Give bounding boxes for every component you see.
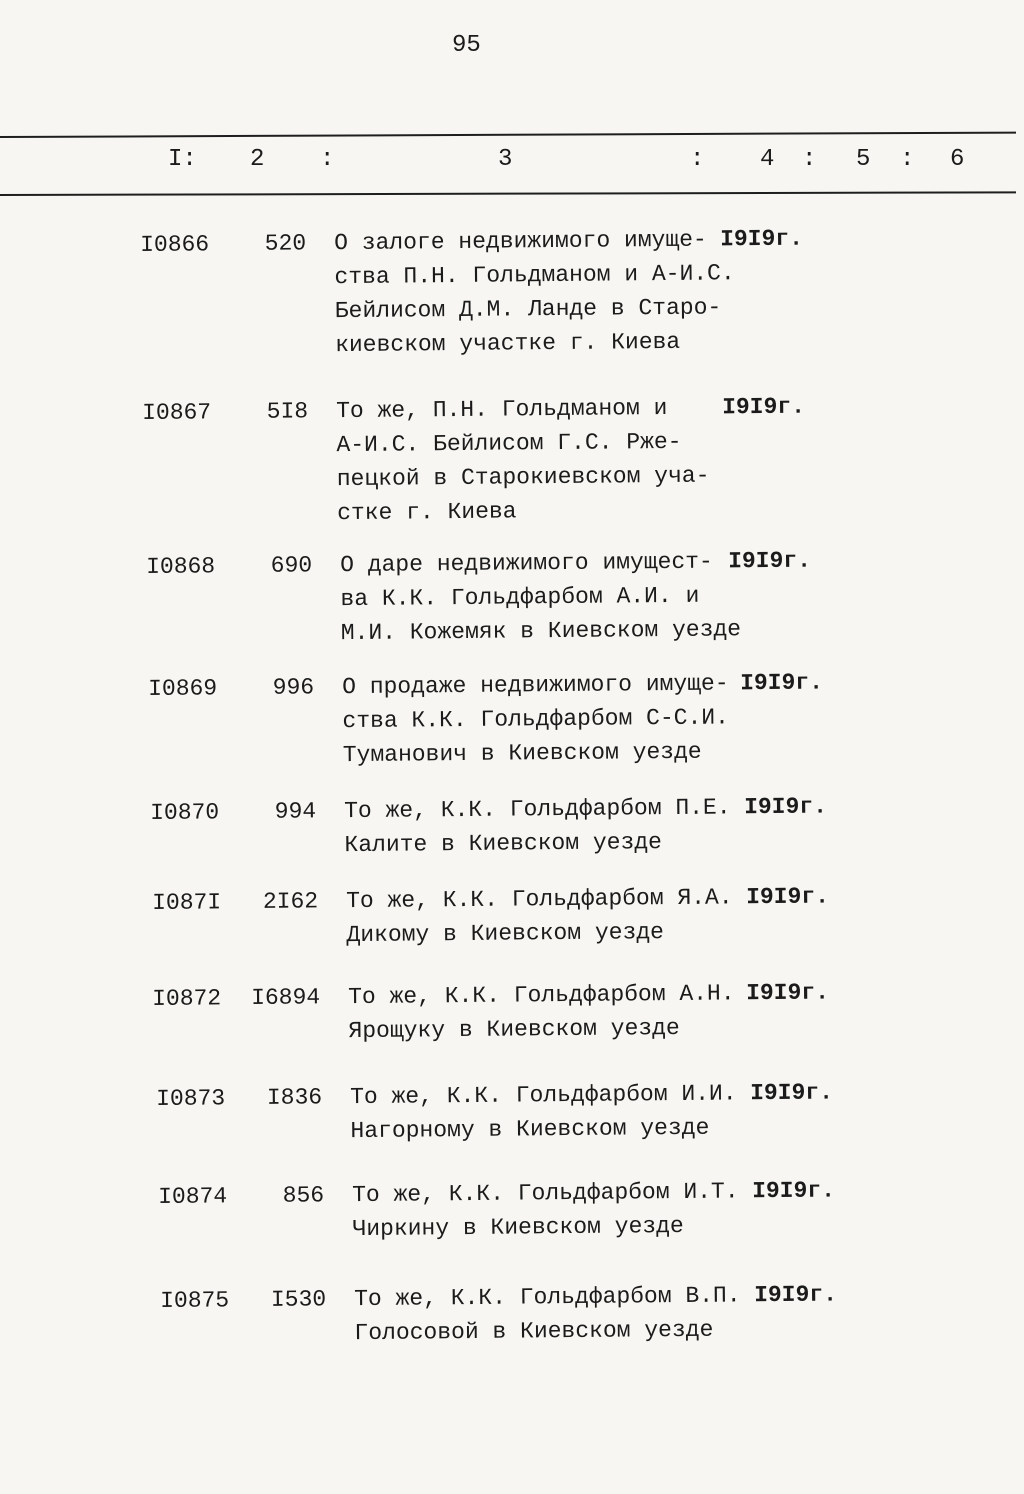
entry-description-line: А-И.С. Бейлисом Г.С. Рже- [336,428,682,459]
entry-number: I0872 [152,985,222,1012]
entry-description-line: Голосовой в Киевском уезде [354,1316,714,1347]
entry-description [354,1278,755,1350]
entry-year: I9I9г. [754,1281,838,1309]
entry-description-line: То же, П.Н. Гольдманом и [336,394,668,425]
entry-description-line: ва К.К. Гольдфарбом А.И. и [340,582,700,613]
entry-number: I0867 [142,399,212,426]
column-separator: : [320,146,335,173]
entry-number: I0868 [146,553,216,580]
column-4-header: 4 [760,146,775,173]
entry-sheet-count: 690 [270,552,313,579]
entry-description-line: Нагорному в Киевском уезде [350,1114,710,1145]
entry-number: I0875 [160,1287,230,1314]
entry-year: I9I9г. [728,547,812,575]
entry-year: I9I9г. [720,225,804,253]
entry-description-line: То же, К.К. Гольдфарбом П.Е. [344,794,731,825]
entry-year: I9I9г. [740,669,824,697]
entry-description-line: То же, К.К. Гольдфарбом В.П. [354,1282,741,1313]
entry-number: I0874 [158,1183,228,1210]
entry-description-line: Калите в Киевском уезде [344,829,663,859]
entry-year: I9I9г. [746,979,830,1007]
entry-description [334,222,735,362]
entry-number: I0873 [156,1085,226,1112]
header-rule-top [0,132,1016,138]
header-rule-bottom [0,191,1016,196]
entry-description-line: То же, К.К. Гольдфарбом Я.А. [346,884,733,915]
entry-sheet-count: I530 [270,1286,327,1313]
entry-number: I087I [152,889,222,916]
entry-description-line: ства К.К. Гольдфарбом С-С.И. [342,704,730,735]
column-1-header: I: [168,146,197,173]
entry-sheet-count: 520 [264,230,307,257]
entry-sheet-count: I6894 [251,984,321,1012]
entry-number: I0870 [150,799,220,826]
entry-sheet-count: I836 [266,1084,323,1111]
entry-description-line: ства П.Н. Гольдманом и А-И.С. [334,260,735,291]
entry-sheet-count: 994 [274,798,317,825]
entry-year: I9I9г. [722,393,806,421]
entry-description-line: М.И. Кожемяк в Киевском уезде [340,616,742,647]
entry-year: I9I9г. [744,793,828,821]
entry-description-line: Туманович в Киевском уезде [342,738,702,769]
entry-description [352,1174,753,1246]
column-6-header: 6 [950,146,965,173]
entry-year: I9I9г. [750,1079,834,1107]
entry-description-line: Чиркину в Киевском уезде [352,1212,684,1243]
entry-description [350,1076,751,1148]
entry-description [336,390,737,530]
entry-description-line: Ярощуку в Киевском уезде [348,1014,680,1045]
entry-sheet-count: 5I8 [266,398,309,425]
column-separator: : [690,146,705,173]
entry-description [348,976,749,1048]
entry-description-line: О залоге недвижимого имуще- [334,226,707,257]
column-3-header: 3 [498,146,513,173]
entry-description-line: О продаже недвижимого имуще- [342,670,729,701]
column-2-header: 2 [250,146,265,173]
entry-number: I0869 [148,675,218,702]
entry-description [346,880,747,952]
entry-description-line: Бейлисом Д.М. Ланде в Старо- [334,294,722,325]
entry-description-line: То же, К.К. Гольдфарбом И.И. [350,1080,737,1111]
column-separator: : [802,146,817,173]
column-5-header: 5 [856,146,871,173]
page-number: 95 [452,32,481,59]
entry-description-line: Дикому в Киевском уезде [346,919,665,949]
entry-description [340,544,741,650]
entry-description-line: То же, К.К. Гольдфарбом А.Н. [348,980,735,1011]
entry-description-line: киевском участке г. Киева [335,328,681,359]
entry-year: I9I9г. [752,1177,836,1205]
entry-description [342,666,743,772]
entry-sheet-count: 856 [282,1182,325,1209]
entry-number: I0866 [140,231,210,258]
entry-description-line: О даре недвижимого имущест- [340,548,713,579]
entry-description-line: То же, К.К. Гольдфарбом И.Т. [352,1178,739,1209]
entry-sheet-count: 996 [272,674,315,701]
entry-description-line: стке г. Киева [337,498,517,527]
entry-description [344,790,745,862]
column-separator: : [900,146,915,173]
entry-description-line: пецкой в Старокиевском уча- [336,462,710,493]
entry-year: I9I9г. [746,883,830,911]
entry-sheet-count: 2I62 [262,888,319,915]
